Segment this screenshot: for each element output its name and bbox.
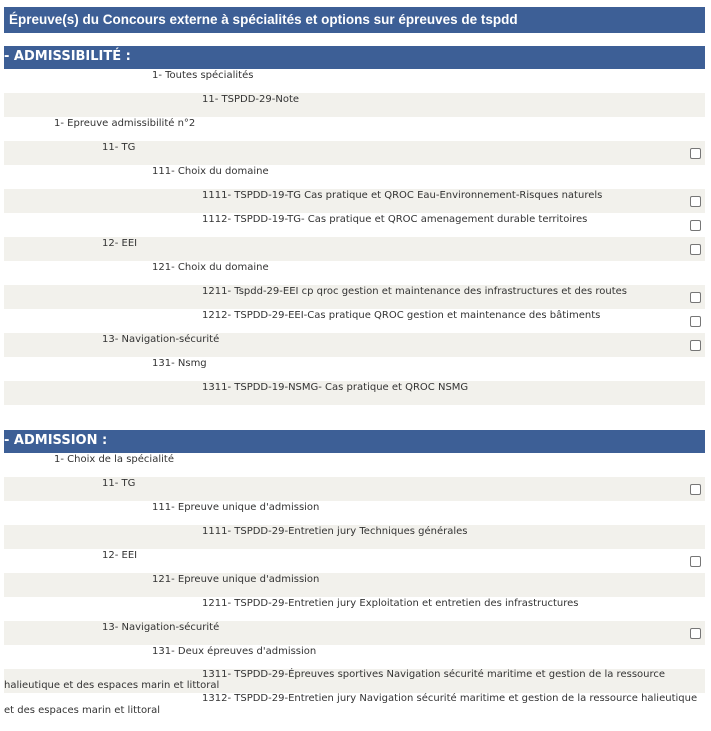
list-item: [4, 213, 705, 237]
list-item: [4, 573, 705, 597]
item-label: 131- Nsmg: [152, 358, 207, 369]
item-label: 111- Choix du domaine: [152, 166, 269, 177]
item-label: 1312- TSPDD-29-Entretien jury Navigation sécurité maritime et gestion de la ressource halieutique et des espaces marin et littoral: [4, 693, 698, 716]
list-item: [4, 669, 705, 693]
list-item: [4, 285, 705, 309]
section-header-admissibilite: - ADMISSIBILITÉ :: [4, 45, 705, 69]
item-label: 1- Epreuve admissibilité n°2: [54, 118, 196, 129]
item-label: 13- Navigation-sécurité: [102, 622, 220, 633]
item-label: 1- Toutes spécialités: [152, 70, 254, 81]
item-label: 1111- TSPDD-29-Entretien jury Techniques générales: [202, 526, 468, 537]
list-item: [4, 93, 705, 117]
item-label: 13- Navigation-sécurité: [102, 334, 220, 345]
item-label: 1211- TSPDD-29-Entretien jury Exploitation et entretien des infrastructures: [202, 598, 579, 609]
item-label: 1211- Tspdd-29-EEI cp qroc gestion et maintenance des infrastructures et des routes: [202, 286, 627, 297]
select-checkbox[interactable]: [690, 292, 701, 303]
item-label: 131- Deux épreuves d'admission: [152, 646, 317, 657]
list-item: [4, 357, 705, 381]
select-checkbox[interactable]: [690, 484, 701, 495]
item-label: 111- Epreuve unique d'admission: [152, 502, 320, 513]
list-item: [4, 693, 705, 717]
list-item: [4, 309, 705, 333]
list-item: [4, 261, 705, 285]
select-checkbox[interactable]: [690, 628, 701, 639]
list-item: [4, 525, 705, 549]
list-item: [4, 381, 705, 405]
list-item: [4, 477, 705, 501]
item-label: 121- Choix du domaine: [152, 262, 269, 273]
select-checkbox[interactable]: [690, 220, 701, 231]
select-checkbox[interactable]: [690, 340, 701, 351]
list-item: [4, 69, 705, 93]
list-item: [4, 333, 705, 357]
select-checkbox[interactable]: [690, 316, 701, 327]
item-label: 11- TSPDD-29-Note: [202, 94, 300, 105]
section-header-admission: - ADMISSION :: [4, 429, 705, 453]
list-item: [4, 549, 705, 573]
item-label: 11- TG: [102, 478, 136, 489]
select-checkbox[interactable]: [690, 244, 701, 255]
item-label: 12- EEI: [102, 238, 138, 249]
item-label: 1- Choix de la spécialité: [54, 454, 174, 465]
select-checkbox[interactable]: [690, 196, 701, 207]
list-item: [4, 189, 705, 213]
item-label: 1311- TSPDD-19-NSMG- Cas pratique et QROC NSMG: [202, 382, 469, 393]
list-item: [4, 621, 705, 645]
item-label: 121- Epreuve unique d'admission: [152, 574, 320, 585]
item-label: 1112- TSPDD-19-TG- Cas pratique et QROC amenagement durable territoires: [202, 214, 588, 225]
list-item: [4, 141, 705, 165]
item-label: 1212- TSPDD-29-EEI-Cas pratique QROC gestion et maintenance des bâtiments: [202, 310, 601, 321]
list-item: [4, 501, 705, 525]
list-item: [4, 645, 705, 669]
page-title: Épreuve(s) du Concours externe à spécialités et options sur épreuves de tspdd: [4, 7, 705, 33]
select-checkbox[interactable]: [690, 148, 701, 159]
item-label: 11- TG: [102, 142, 136, 153]
select-checkbox[interactable]: [690, 556, 701, 567]
list-item: [4, 237, 705, 261]
item-label: 1311- TSPDD-29-Épreuves sportives Navigation sécurité maritime et gestion de la ressource halieutique et des espaces marin et littoral: [4, 669, 666, 691]
item-label: 12- EEI: [102, 550, 138, 561]
list-item: [4, 117, 705, 141]
item-label: 1111- TSPDD-19-TG Cas pratique et QROC Eau-Environnement-Risques naturels: [202, 190, 603, 201]
list-item: [4, 597, 705, 621]
list-item: [4, 165, 705, 189]
list-item: [4, 453, 705, 477]
